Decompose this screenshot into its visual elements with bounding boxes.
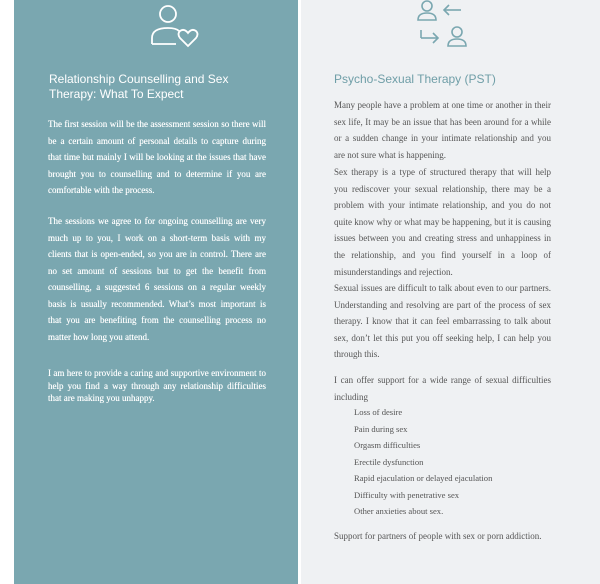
list-item: Loss of desire: [354, 407, 403, 417]
sex-therapy-paragraph: Sex therapy is a type of structured therapy that will help you rediscover your sexual relationship, there may be a problem with your intimate relationship, and you do not quite know why or what may be happening, but it is causing issues between you and creating stress and unhappiness in the relationship, and you find yourself in a loop of misunderstandings and rejection.: [334, 167, 551, 277]
support-range-paragraph: I can offer support for a wide range of sexual difficulties including: [334, 375, 551, 402]
list-item: Rapid ejaculation or delayed ejaculation: [354, 473, 493, 483]
user-heart-icon: [148, 0, 200, 48]
relationship-counselling-panel: [14, 0, 298, 584]
list-item: Erectile dysfunction: [354, 456, 424, 467]
partner-support-paragraph: Support for partners of people with sex or porn addiction.: [334, 531, 542, 541]
list-item: Orgasm difficulties: [354, 440, 421, 450]
section-title: Relationship Counselling and Sex Therapy: What To Expect: [49, 72, 229, 101]
list-item: Difficulty with penetrative sex: [354, 489, 460, 500]
psycho-sexual-therapy-panel: [301, 0, 600, 584]
first-session-paragraph: The first session will be the assessment session so there will be a certain amount of personal details to capture during that time but mainly I will be looking at the issues that have brought you to counselling and to determine if you are comfortable with the process.: [48, 119, 266, 195]
difficulties-list: [354, 404, 492, 520]
ongoing-sessions-paragraph: The sessions we agree to for ongoing counselling are very much up to you, I work on a short-term basis with my clients that is open-ended, so you are in control. There are no set amount of sessions but to get the benefit from counselling, a suggested 6 sessions on a regular weekly basis is usually recommended. What’s most important is that you are benefiting from the counselling process no matter how long you attend.: [48, 216, 266, 342]
sexual-issues-paragraph: Sexual issues are difficult to talk about even to our partners. Understanding and resolving are part of the process of sex therapy. I know that it can feel embarrassing to talk about sex, don’t let this put you off seeking help, I can help you through this.: [334, 283, 551, 360]
section-title: Psycho-Sexual Therapy (PST): [334, 72, 496, 86]
list-item: Pain during sex: [354, 423, 408, 434]
users-exchange-icon: [415, 0, 469, 50]
intro-paragraph: Many people have a problem at one time or another in their sex life, It may be an issue that has been around for a while or a sudden change in your intimate relationship and you are not sure what is happening.: [334, 100, 551, 160]
list-item: Other anxieties about sex.: [354, 506, 444, 516]
support-paragraph: I am here to provide a caring and supportive environment to help you find a way through any relationship difficulties that are making you unhappy.: [48, 368, 266, 403]
